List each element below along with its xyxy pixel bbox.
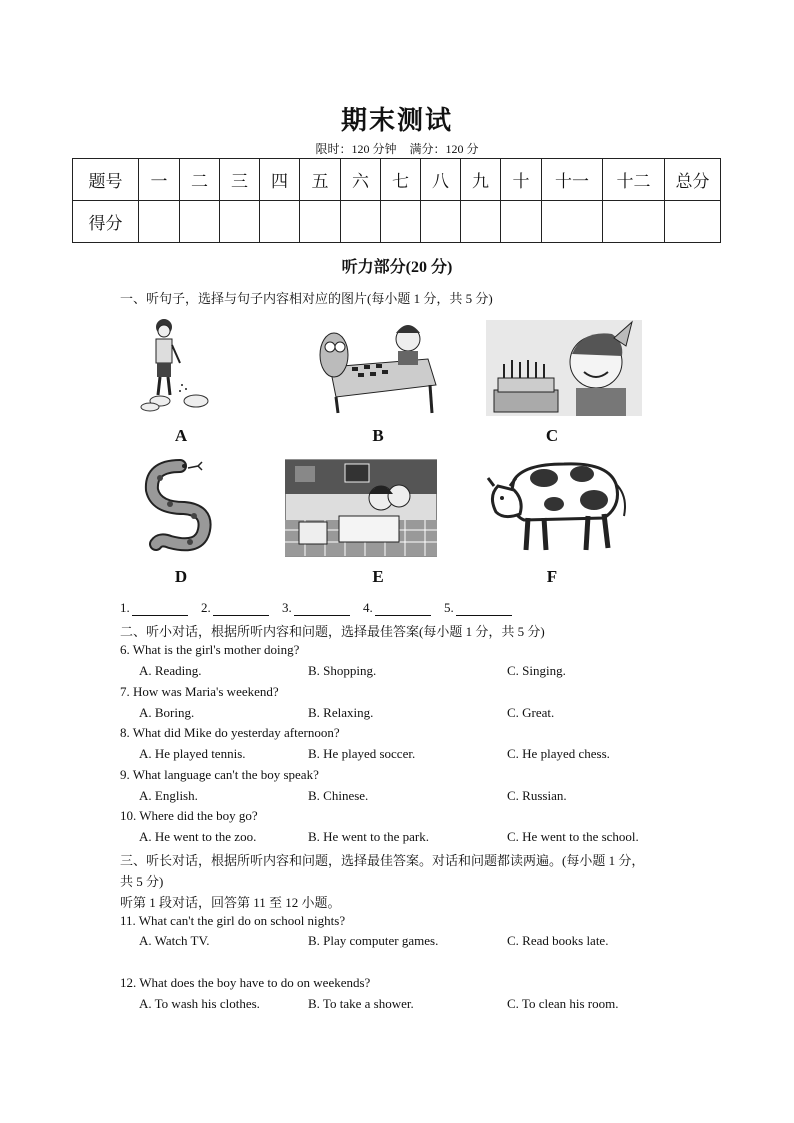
option-b[interactable]: B. Chinese. [308,788,369,803]
full-score: 满分：120 分 [409,142,479,156]
answer-blank-4[interactable] [375,604,431,616]
score-cell: 二 [180,159,220,201]
score-cell: 七 [381,159,421,201]
answer-blank-3[interactable] [294,604,350,616]
exam-info [0,140,794,157]
time-limit: 限时：120 分钟 [315,142,397,156]
question-9: 9. What language can't the boy speak? [120,767,319,782]
score-cell: 总分 [665,159,721,201]
option-c[interactable]: C. Read books late. [507,933,609,948]
option-b[interactable]: B. To take a shower. [308,996,414,1011]
cow-icon [484,456,630,556]
score-table-header-row [73,159,721,201]
score-input-cell[interactable] [501,201,542,243]
option-c[interactable]: C. Great. [507,705,555,720]
blank-number: 5. [444,600,454,615]
part3-instruction-cont: 共 5 分) [120,874,164,889]
score-input-cell[interactable] [300,201,341,243]
score-cell: 六 [341,159,381,201]
score-input-cell[interactable] [665,201,721,243]
option-a[interactable]: A. To wash his clothes. [139,996,260,1011]
page-title: 期末测试 [340,106,453,136]
picture-label-e: E [372,567,384,586]
birthday-cake-boy-icon [486,318,642,418]
option-b[interactable]: B. Play computer games. [308,933,439,948]
kids-cleaning-room-icon [285,458,437,558]
picture-label-c: C [545,426,559,445]
option-b[interactable]: B. He played soccer. [308,746,416,761]
score-cell: 三 [220,159,260,201]
question-8: 8. What did Mike do yesterday afternoon? [120,725,340,740]
part3-subnote: 听第 1 段对话，回答第 11 至 12 小题。 [120,895,341,910]
question-11: 11. What can't the girl do on school nights? [120,913,346,928]
score-input-cell[interactable] [603,201,665,243]
snake-icon [130,456,240,556]
score-input-cell[interactable] [421,201,461,243]
option-a[interactable]: A. English. [139,788,198,803]
answer-blank-2[interactable] [213,604,269,616]
score-row-label: 得分 [73,201,139,243]
option-a[interactable]: A. He played tennis. [139,746,246,761]
question-12: 12. What does the boy have to do on weekends? [120,975,371,990]
option-b[interactable]: B. He went to the park. [308,829,429,844]
option-a[interactable]: A. Watch TV. [139,933,210,948]
option-a[interactable]: A. Reading. [139,663,202,678]
answer-blank-5[interactable] [456,604,512,616]
score-input-cell[interactable] [139,201,180,243]
option-c[interactable]: C. Russian. [507,788,567,803]
score-cell: 九 [461,159,501,201]
score-cell: 八 [421,159,461,201]
question-10: 10. Where did the boy go? [120,808,258,823]
score-cell: 十一 [542,159,603,201]
blank-number: 1. [120,600,130,615]
picture-label-f: F [546,567,558,586]
option-c[interactable]: C. He went to the school. [507,829,639,844]
option-b[interactable]: B. Shopping. [308,663,377,678]
option-a[interactable]: A. He went to the zoo. [139,829,257,844]
option-b[interactable]: B. Relaxing. [308,705,374,720]
blank-number: 2. [201,600,211,615]
score-input-cell[interactable] [341,201,381,243]
picture-label-a: A [174,426,188,445]
part2-instruction: 二、听小对话，根据所听内容和问题，选择最佳答案(每小题 1 分，共 5 分) [120,624,545,639]
part1-instruction: 一、听句子，选择与句子内容相对应的图片(每小题 1 分，共 5 分) [120,291,493,306]
option-c[interactable]: C. He played chess. [507,746,610,761]
score-input-cell[interactable] [542,201,603,243]
option-a[interactable]: A. Boring. [139,705,195,720]
answer-blanks [120,600,522,616]
score-table-score-row [73,201,721,243]
score-input-cell[interactable] [180,201,220,243]
score-cell: 一 [139,159,180,201]
option-c[interactable]: C. Singing. [507,663,566,678]
score-cell: 四 [260,159,300,201]
score-cell: 题号 [73,159,139,201]
score-cell: 十二 [603,159,665,201]
picture-label-d: D [174,567,188,586]
score-input-cell[interactable] [461,201,501,243]
answer-blank-1[interactable] [132,604,188,616]
score-cell: 五 [300,159,341,201]
score-input-cell[interactable] [260,201,300,243]
listening-heading: 听力部分(20 分) [341,259,453,276]
score-table [72,158,721,243]
kids-playing-chess-icon [300,315,442,415]
question-6: 6. What is the girl's mother doing? [120,642,300,657]
part3-instruction: 三、听长对话，根据所听内容和问题，选择最佳答案。对话和问题都读两遍。(每小题 1 分， [120,853,645,868]
score-cell: 十 [501,159,542,201]
picture-label-b: B [372,426,384,445]
option-c[interactable]: C. To clean his room. [507,996,619,1011]
boy-feeding-chickens-icon [120,315,260,415]
score-input-cell[interactable] [220,201,260,243]
blank-number: 4. [363,600,373,615]
question-7: 7. How was Maria's weekend? [120,684,279,699]
blank-number: 3. [282,600,292,615]
score-input-cell[interactable] [381,201,421,243]
